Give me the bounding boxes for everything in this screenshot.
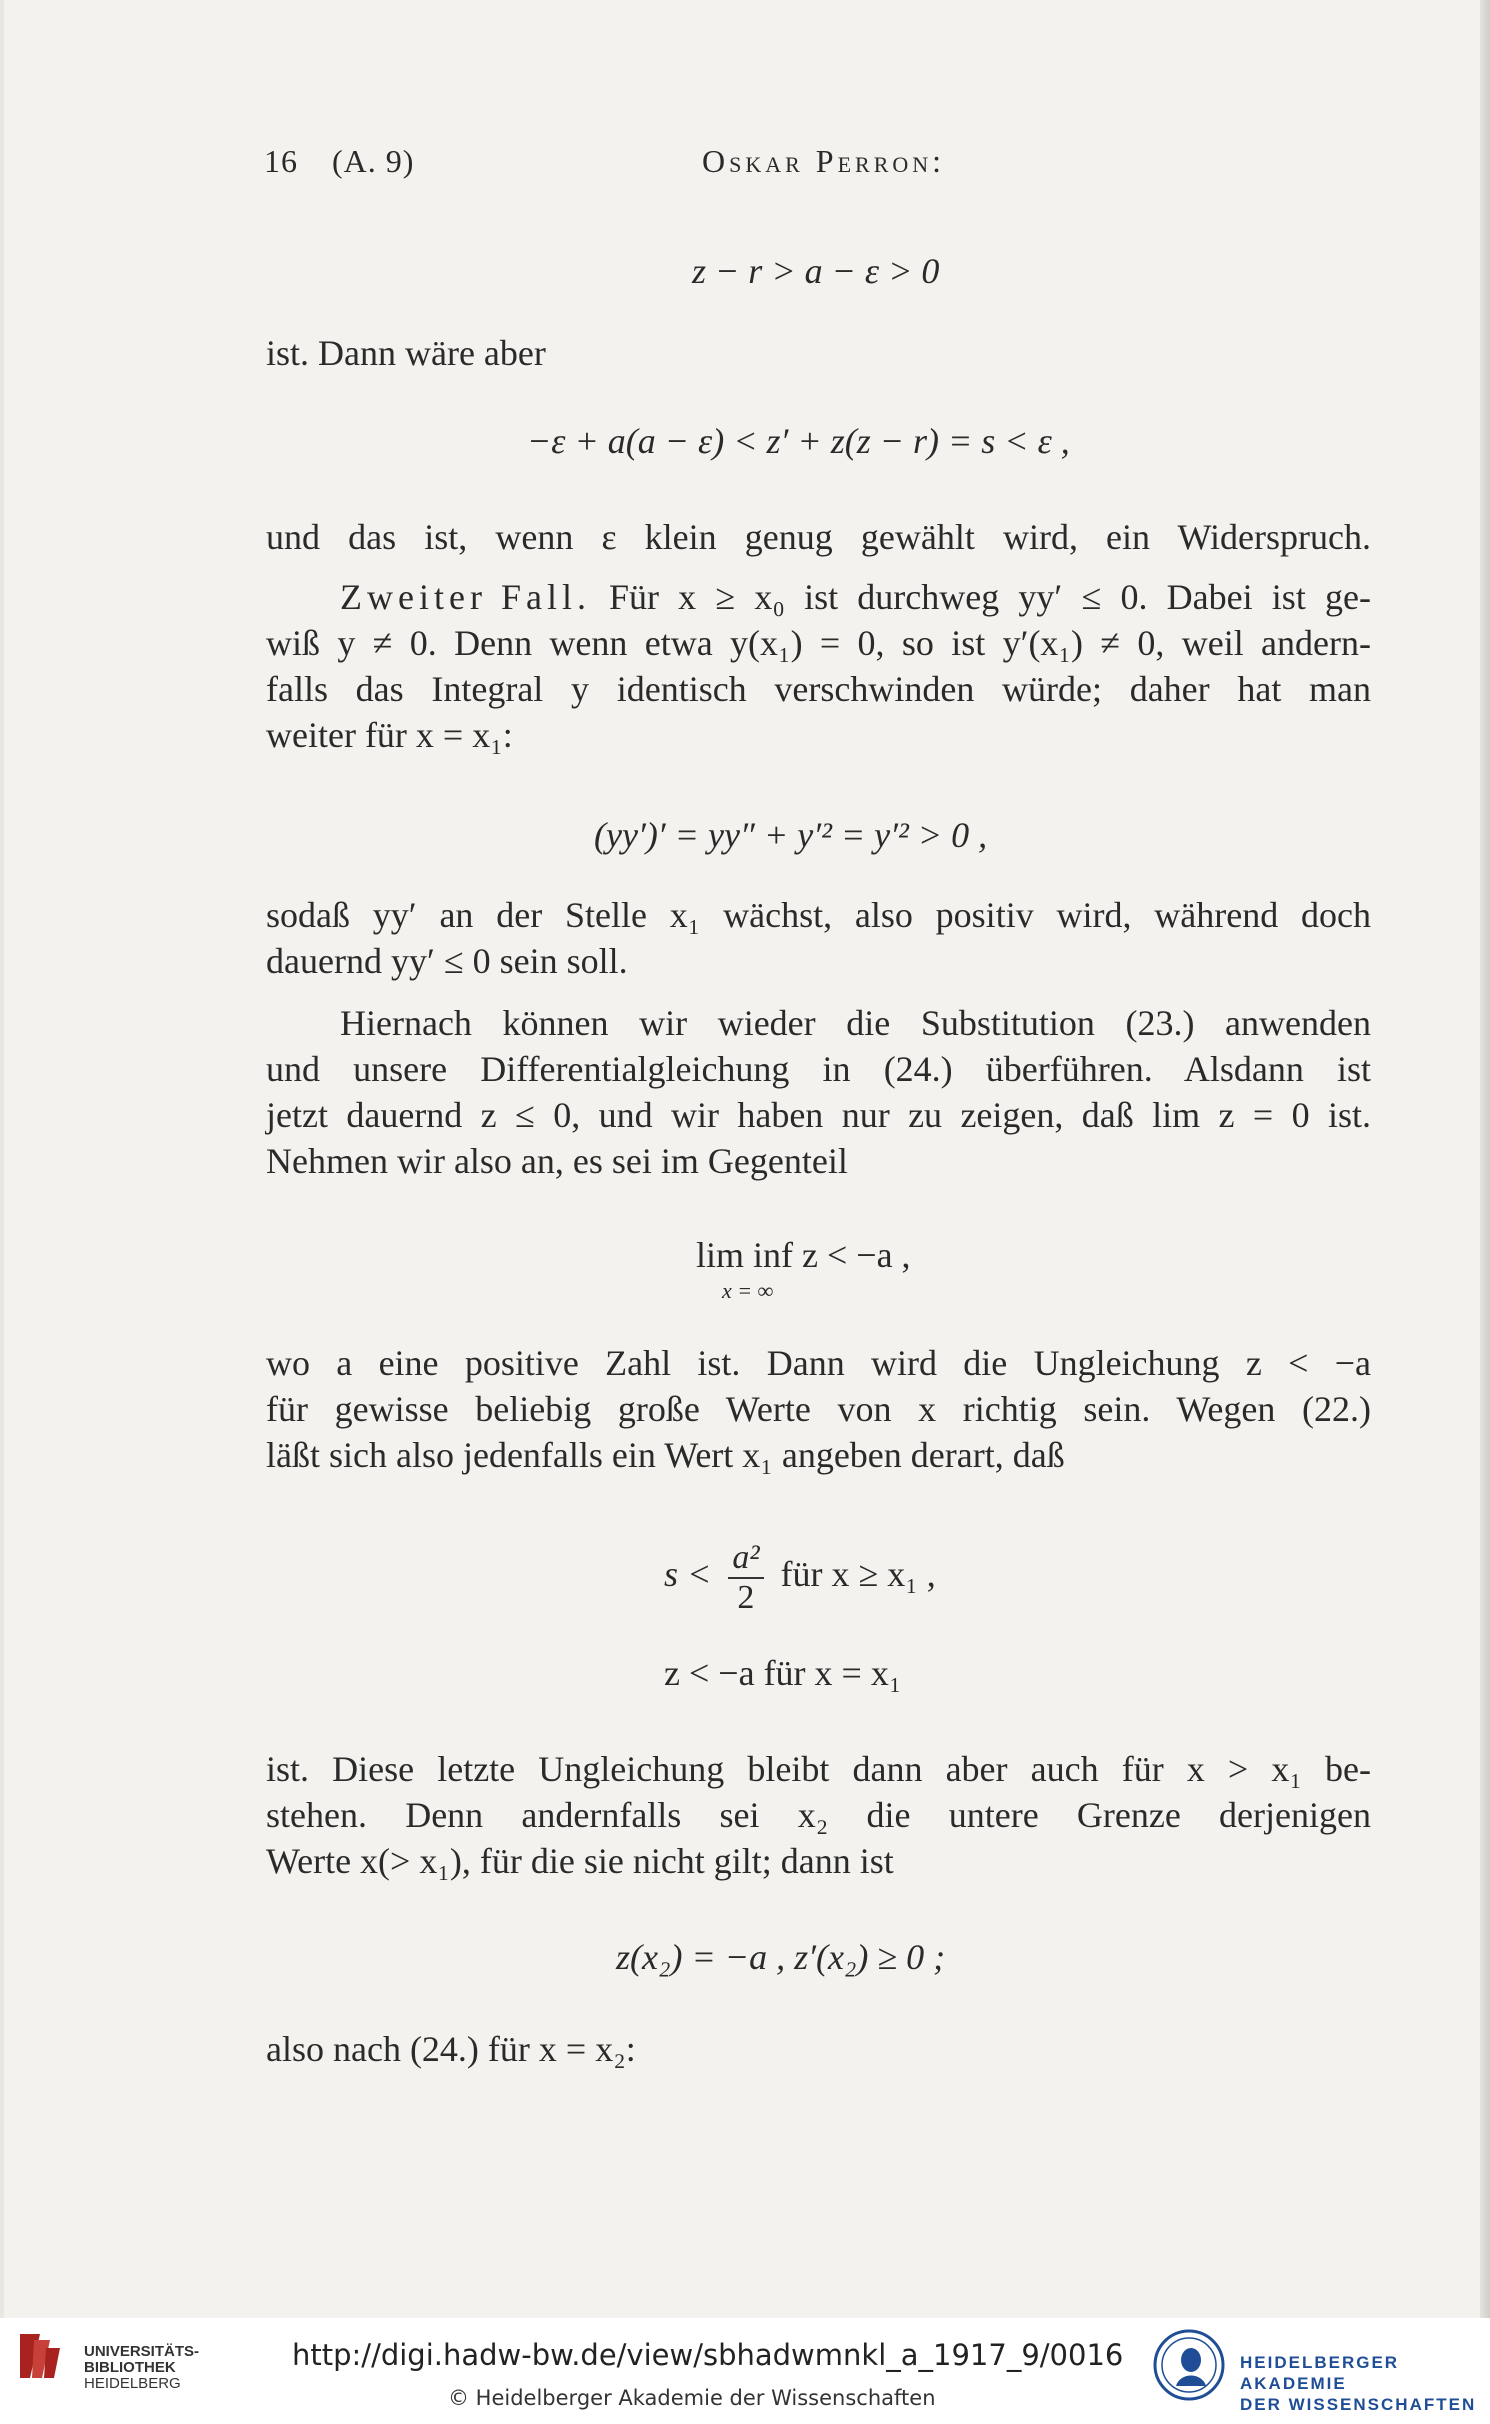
paragraph-line: [340, 574, 1371, 620]
paragraph-line: dauernd yy′ ≤ 0 sein soll.: [266, 941, 628, 981]
equation-5-right: für x ≥ x₁ ,: [780, 1554, 936, 1594]
paragraph-line: Hiernach können wir wieder die Substitution (23.) anwenden: [340, 1003, 1371, 1043]
paragraph-line: falls das Integral y identisch verschwinden würde; daher hat man: [266, 669, 1371, 709]
equation-3: (yy′)′ = yy″ + y′² = y′² > 0 ,: [594, 815, 988, 855]
case-heading: Zweiter Fall.: [340, 577, 591, 617]
equation-7: z(x₂) = −a , z′(x₂) ≥ 0 ;: [616, 1937, 946, 1977]
library-name-line: UNIVERSITÄTS-: [84, 2343, 200, 2360]
equation-5: [664, 1524, 936, 1624]
university-library-logo-icon: [14, 2326, 74, 2386]
academy-name-line: DER WISSENSCHAFTEN: [1240, 2395, 1477, 2414]
page-number: 16: [264, 143, 298, 179]
paragraph-line: Nehmen wir also an, es sei im Gegenteil: [266, 1141, 848, 1181]
paragraph-line: Werte x(> x₁), für die sie nicht gilt; dann ist: [266, 1841, 894, 1881]
paragraph-line: ist. Dann wäre aber: [266, 333, 546, 373]
academy-name: [1240, 2352, 1490, 2415]
paragraph-line: läßt sich also jedenfalls ein Wert x₁ angeben derart, daß: [266, 1435, 1065, 1475]
equation-4-subscript: x = ∞: [722, 1278, 774, 1303]
library-name-line: HEIDELBERG: [84, 2375, 181, 2392]
academy-name-line: HEIDELBERGER AKADEMIE: [1240, 2353, 1400, 2393]
paragraph-line: wo a eine positive Zahl ist. Dann wird die Ungleichung z < −a: [266, 1343, 1371, 1383]
running-head-author: Oskar Perron:: [702, 143, 946, 179]
fraction: [728, 1539, 763, 1617]
fraction-denominator: 2: [737, 1578, 755, 1616]
paragraph-line: ist. Diese letzte Ungleichung bleibt dann aber auch für x > x₁ be-: [266, 1749, 1371, 1789]
equation-1: z − r > a − ε > 0: [692, 251, 940, 291]
paragraph-line: und das ist, wenn ε klein genug gewählt wird, ein Widerspruch.: [266, 517, 1371, 557]
copyright-notice: © Heidelberger Akademie der Wissenschaften: [448, 2386, 936, 2410]
permalink-url[interactable]: http://digi.hadw-bw.de/view/sbhadwmnkl_a_1917_9/0016: [292, 2338, 1124, 2372]
paragraph-line: und unsere Differentialgleichung in (24.) überführen. Alsdann ist: [266, 1049, 1371, 1089]
paragraph-line: für gewisse beliebig große Werte von x richtig sein. Wegen (22.): [266, 1389, 1371, 1429]
scan-edge-left: [0, 0, 4, 2318]
section-reference: (A. 9): [332, 143, 415, 179]
equation-6: z < −a für x = x₁: [664, 1653, 902, 1693]
paragraph-line: weiter für x = x₁:: [266, 715, 513, 755]
university-library-name: [84, 2344, 199, 2392]
equation-4: lim inf z < −a ,: [696, 1235, 911, 1275]
equation-2: −ε + a(a − ε) < z′ + z(z − r) = s < ε ,: [527, 421, 1070, 461]
equation-5-left: s <: [664, 1554, 712, 1594]
paragraph-line: jetzt dauernd z ≤ 0, und wir haben nur zu zeigen, daß lim z = 0 ist.: [266, 1095, 1371, 1135]
paragraph-line-text: Für x ≥ x₀ ist durchweg yy′ ≤ 0. Dabei ist ge-: [608, 577, 1371, 617]
footer-bar: [0, 2318, 1490, 2424]
paragraph-line: wiß y ≠ 0. Denn wenn etwa y(x₁) = 0, so ist y′(x₁) ≠ 0, weil andern-: [266, 623, 1371, 663]
fraction-numerator: a²: [732, 1538, 760, 1576]
paragraph-line: also nach (24.) für x = x₂:: [266, 2029, 636, 2069]
paragraph-line: sodaß yy′ an der Stelle x₁ wächst, also positiv wird, während doch: [266, 895, 1371, 935]
scan-edge-right: [1480, 0, 1490, 2318]
academy-seal-icon: [1152, 2328, 1226, 2402]
library-name-line: BIBLIOTHEK: [84, 2359, 176, 2376]
paragraph-line: stehen. Denn andernfalls sei x₂ die untere Grenze derjenigen: [266, 1795, 1371, 1835]
